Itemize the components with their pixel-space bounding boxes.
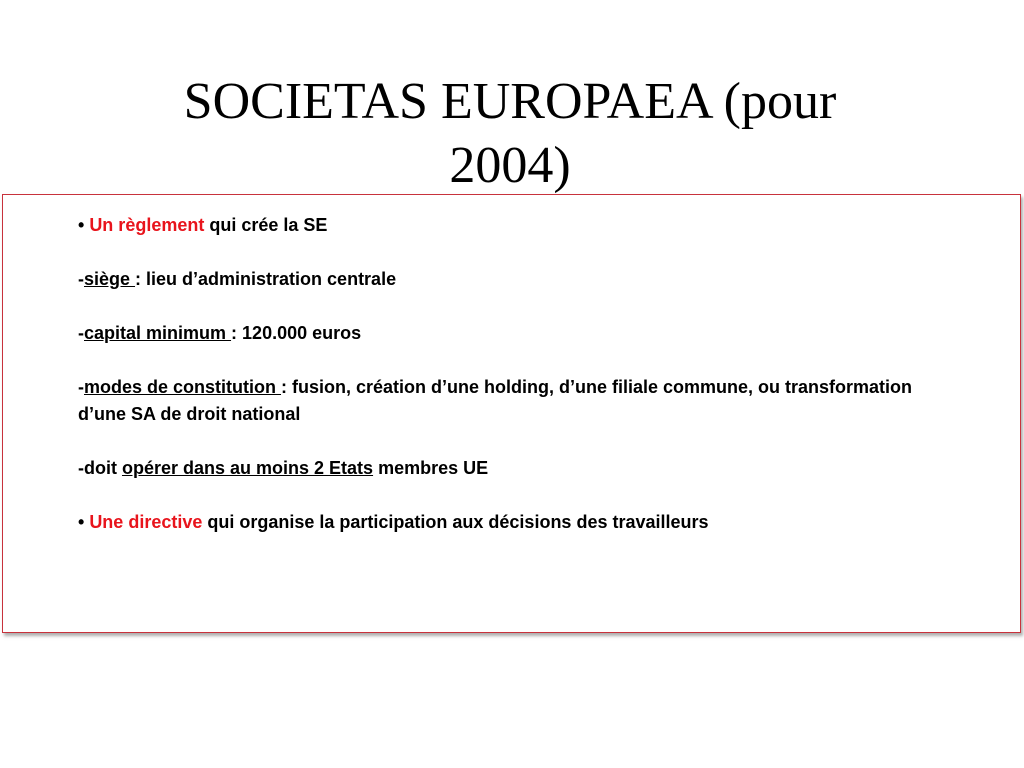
item-text: qui organise la participation aux décisions des travailleurs	[202, 512, 709, 532]
list-item-capital	[78, 320, 958, 347]
dash-prefix: -doit	[78, 458, 122, 478]
list-item-siege	[78, 266, 958, 293]
dash-prefix: -	[78, 323, 84, 343]
bullet: •	[78, 512, 90, 532]
list-item-etats	[78, 455, 958, 482]
item-text: membres UE	[373, 458, 489, 478]
slide-content	[78, 212, 958, 563]
item-text: qui crée la SE	[204, 215, 328, 235]
highlight-directive: Une directive	[89, 512, 203, 532]
item-text: : lieu d’administration centrale	[135, 269, 397, 289]
bullet: •	[78, 215, 90, 235]
dash-prefix: -	[78, 269, 84, 289]
dash-prefix: -	[78, 377, 84, 397]
term-siege: siège	[84, 269, 136, 289]
highlight-reglement: Un règlement	[89, 215, 205, 235]
slide-title: SOCIETAS EUROPAEA (pour 2004)	[183, 73, 837, 194]
list-item-modes	[78, 374, 958, 428]
term-capital: capital minimum	[84, 323, 232, 343]
term-modes: modes de constitution	[84, 377, 282, 397]
item-text: : 120.000 euros	[231, 323, 362, 343]
term-etats: opérer dans au moins 2 Etats	[121, 458, 374, 478]
list-item-directive	[78, 509, 958, 536]
item-text: : fusion, création d’une holding, d’une filiale commune, ou transformation d’une SA de droit national	[78, 377, 913, 424]
list-item-reglement	[78, 212, 958, 239]
